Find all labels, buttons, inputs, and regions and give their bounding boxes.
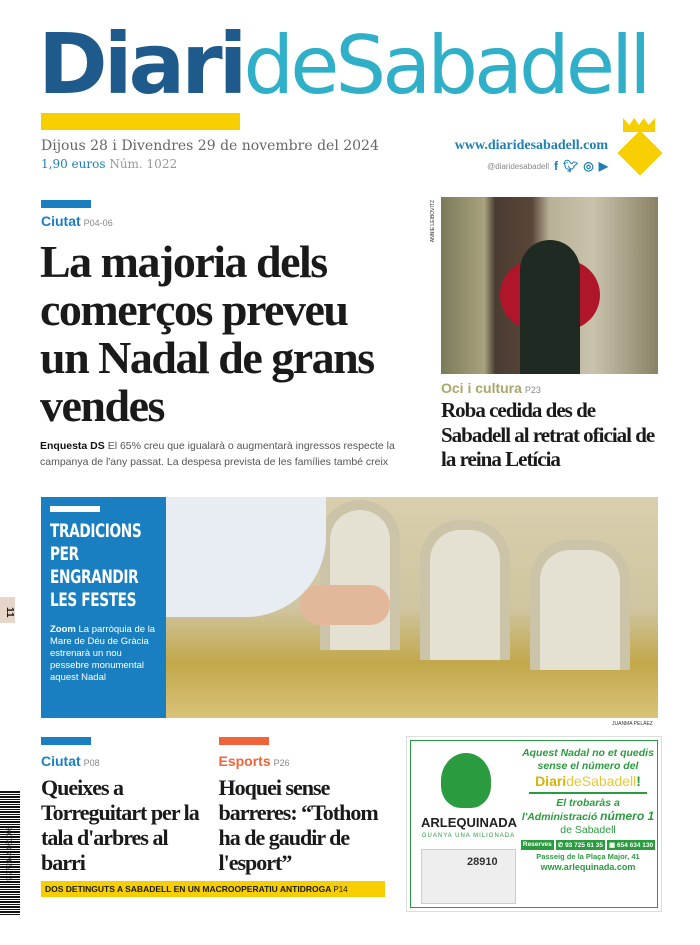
page-ref: P04-06 [83, 218, 113, 228]
lottery-ticket [421, 849, 516, 904]
photo-credit: JUANMA PELÁEZ [612, 721, 653, 727]
section-label [41, 213, 113, 229]
banner-text: DOS DETINGUTS A SABADELL EN UN MACROOPERATIU ANTIDROGA [45, 884, 332, 894]
ad-brand: ARLEQUINADA [421, 815, 518, 830]
masthead-yellow-bar [41, 113, 240, 130]
photo-credit: ANNIE LEIBOVITZ [430, 200, 436, 243]
kicker: Zoom [50, 624, 76, 635]
masthead-logo [38, 15, 648, 113]
ad-text [521, 797, 655, 837]
price-line [41, 157, 177, 171]
photo-detail [530, 540, 630, 670]
section-bar [219, 737, 269, 745]
ad-text-b: número 1 [600, 809, 655, 823]
phone[interactable]: ✆ 93 725 61 35 [557, 842, 604, 849]
youtube-icon[interactable]: ▶ [598, 159, 608, 173]
culture-headline[interactable]: Roba cedida des de Sabadell al retrat oficial de la reina Letícia [441, 398, 655, 471]
logo-diari: Diari [535, 773, 567, 789]
summary-text: La parròquia de la Mare de Déu de Gràcia estrenarà un nou pessebre monumental aquest Nadal [50, 624, 156, 683]
barcode-number: 9 772444 061008 [6, 826, 14, 881]
story2 [219, 737, 392, 875]
section-bar [41, 200, 91, 208]
section-name: Esports [218, 753, 271, 769]
kicker: Enquesta DS [40, 440, 105, 452]
ad-logo [535, 773, 641, 790]
photo-detail [320, 500, 400, 650]
page-tag: 11 [0, 597, 15, 623]
section-name: Oci i cultura [441, 380, 522, 396]
story2-headline[interactable]: Hoquei sense barreres: “Tothom ha de gaudir de l'esport” [218, 775, 378, 875]
section-name: Ciutat [41, 753, 81, 769]
ad-copy [521, 747, 655, 873]
reserves-label: Reserves [522, 841, 552, 848]
logo-desabadell: deSabadell [566, 773, 637, 789]
logo-desabadell: deSabadell [243, 19, 648, 112]
section-bar [50, 506, 100, 512]
lead-summary [40, 438, 405, 470]
ad-text: Aquest Nadal no et quedis sense el número del [522, 747, 654, 772]
diamond-emblem [617, 130, 662, 175]
page-ref: P26 [273, 758, 290, 768]
section-label [219, 753, 392, 769]
page-ref: P23 [524, 385, 541, 395]
section-label [441, 380, 541, 396]
feature-title[interactable]: TRADICIONS PER ENGRANDIR LES FESTES [50, 520, 142, 611]
lead-headline[interactable]: La majoria dels comerços preveu un Nadal de grans vendes [40, 236, 374, 431]
mobile[interactable]: ▣ 654 634 130 [609, 842, 654, 849]
summary-text: El 65% creu que igualarà o augmentarà ingressos respecte la campanya de l'any passat. La despesa prevista de les famílies també creix [40, 440, 395, 468]
mobile-number: 654 634 130 [616, 842, 654, 849]
story1 [41, 737, 214, 875]
story1-headline[interactable]: Queixes a Torreguitart per la tala d'arbres al barri [41, 775, 199, 875]
page-ref: P14 [333, 885, 348, 894]
section-label [41, 753, 214, 769]
ad-address: Passeig de la Plaça Major, 41 [536, 852, 640, 861]
ad-text-a: El trobaràs a l'Administració [521, 797, 620, 823]
photo-detail [300, 585, 390, 625]
advertisement[interactable] [410, 740, 658, 908]
logo-diari: Diari [38, 15, 244, 113]
ad-website[interactable]: www.arlequinada.com [540, 862, 636, 872]
news-banner[interactable] [41, 881, 385, 897]
jester-icon [441, 753, 491, 808]
facebook-icon[interactable]: f [554, 159, 559, 173]
ad-tagline: GUANYA UNA MILIONADA [421, 833, 516, 839]
bottom-stories [41, 737, 391, 897]
issue-number: Núm. 1022 [109, 157, 178, 171]
ticket-number: 28910 [467, 856, 498, 868]
photo-detail [420, 520, 510, 660]
website-link[interactable]: www.diaridesabadell.com [454, 138, 608, 153]
ad-text-c: de Sabadell [560, 824, 616, 836]
social-links [487, 159, 608, 173]
page-ref: P08 [83, 758, 100, 768]
section-name: Ciutat [41, 213, 81, 229]
section-bar [41, 737, 91, 745]
instagram-icon[interactable]: ◎ [583, 159, 594, 173]
phone-number: 93 725 61 35 [565, 842, 604, 849]
lead-story [40, 238, 405, 470]
ad-exclamation: ! [636, 773, 641, 789]
story-columns [41, 737, 391, 875]
photo-detail [520, 240, 580, 374]
feature-summary [50, 624, 157, 684]
social-handle: @diaridesabadell [487, 161, 550, 171]
ad-contacts [521, 840, 655, 850]
divider [529, 792, 647, 794]
feature-box [41, 497, 166, 718]
twitter-icon[interactable]: 🐦︎ [563, 159, 579, 173]
price: 1,90 euros [41, 157, 106, 171]
issue-date: Dijous 28 i Divendres 29 de novembre del 2024 [41, 138, 379, 154]
